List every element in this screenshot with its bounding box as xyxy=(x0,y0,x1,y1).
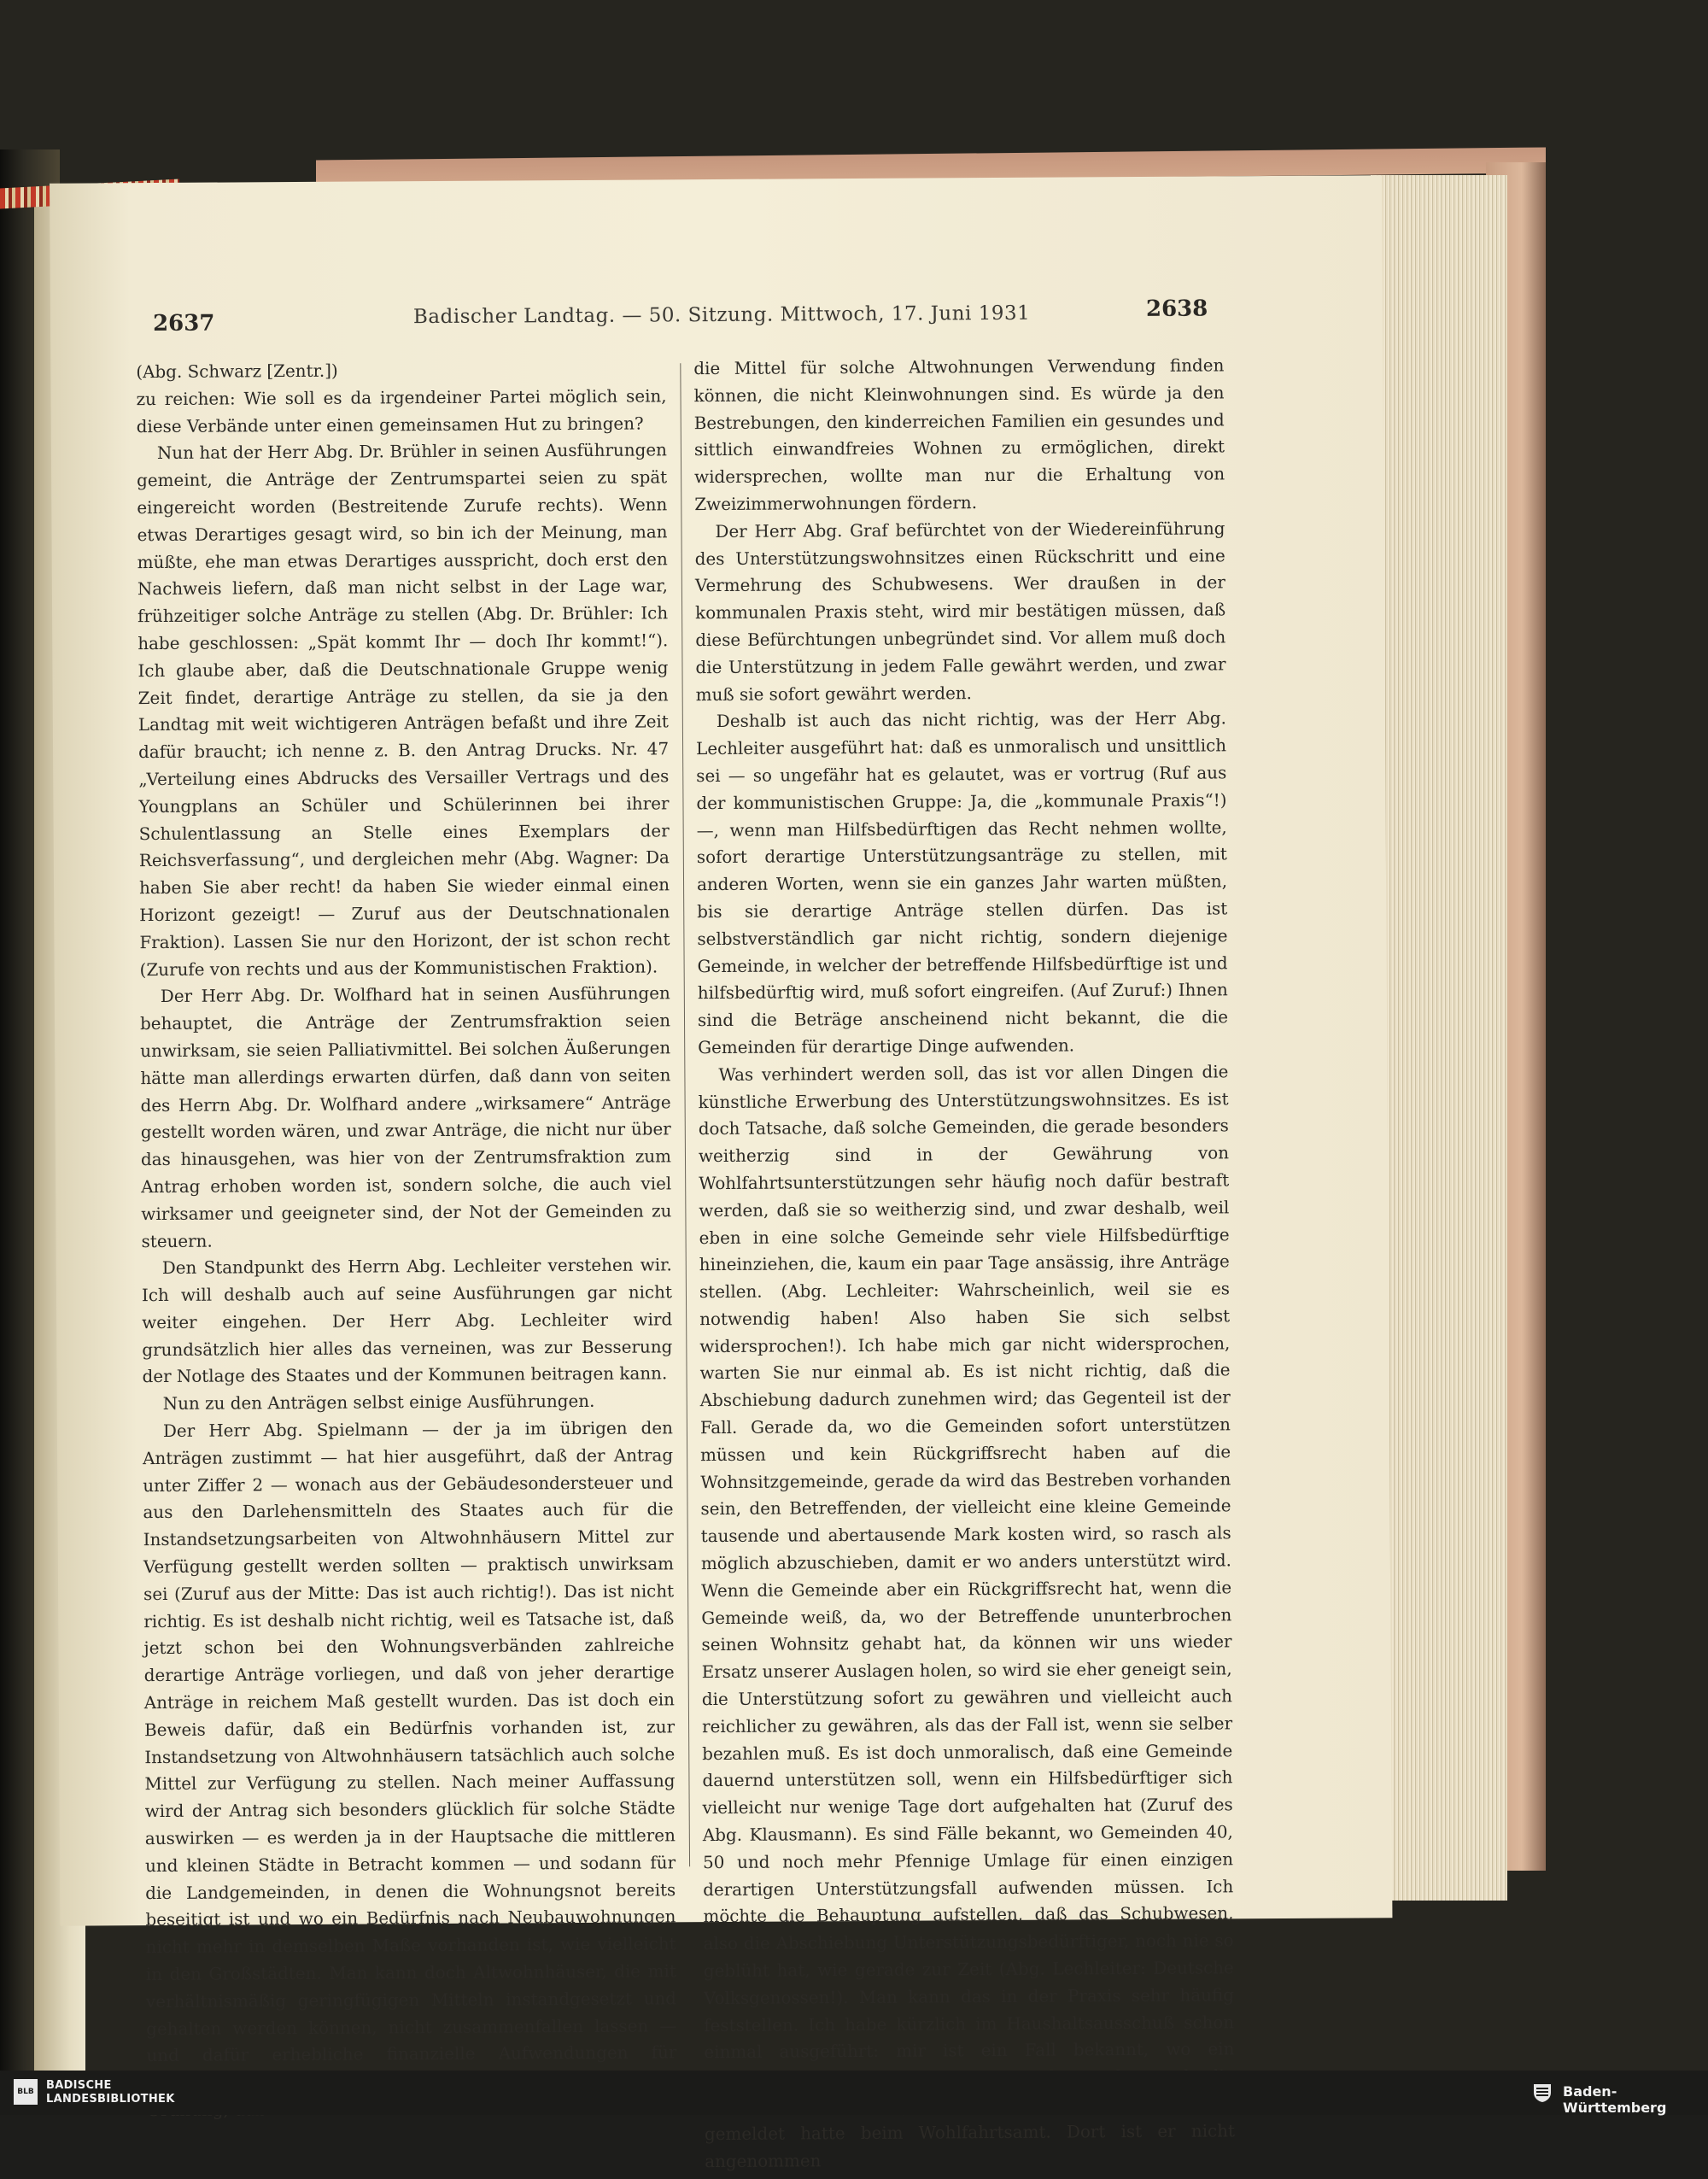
paragraph: zu reichen: Wie soll es da irgendeiner Partei möglich sein, diese Verbände unter einen gemeinsamen Hut zu bringen? xyxy=(136,386,667,436)
page-number-left: 2637 xyxy=(152,310,215,337)
running-title: Badischer Landtag. — 50. Sitzung. Mittwoch, 17. Juni 1931 xyxy=(412,302,1031,329)
text-column-left xyxy=(136,355,677,2124)
paragraph: Der Herr Abg. Spielmann — der ja im übrigen den Anträgen zustimmt — hat hier ausgeführt, daß der Antrag unter Ziffer 2 — wonach aus der Gebäudesondersteuer und aus den Darlehensmitteln des Staates auch für die Instandsetzungsarbeiten von Altwohnhäusern Mittel zur Verfügung gestellt werden sollten — praktisch unwirksam sei (Zuruf aus der Mitte: Das ist auch richtig!). Das ist nicht richtig. Es ist deshalb nicht richtig, weil es Tatsache ist, daß jetzt schon bei den Wohnungsverbänden zahlreiche derartige Anträge vorliegen, und daß von jeher derartige Anträge in reichem Maß gestellt wurden. Das ist doch ein Beweis dafür, daß ein Bedürfnis vorhanden ist, zur Instandsetzung von Altwohnhäusern tatsächlich auch solche Mittel zur Verfügung zu stellen. Nach meiner Auffassung wird der Antrag sich besonders glücklich für solche Städte auswirken — es werden ja in der Hauptsache die mittleren und kleinen Städte in Betracht kommen — und sodann für die Landgemeinden, in denen die Wohnungsnot bereits beseitigt ist und wo ein Bedürfnis nach Neubauwohnungen nicht mehr in demselben Maße vorhanden ist, wie vielleicht in den Großstädten. Man kann doch Altwohnhäuser, die mit verhältnismäßig geringfügigen Mitteln instandgesetzt und gehalten werden können, nicht zusammenfallen lassen — und dafür erhebliche finanzielle Aufwendungen für xyxy=(143,1418,677,2066)
page-stack-edge xyxy=(1371,175,1507,1901)
library-name-line1: BADISCHE xyxy=(46,2079,112,2092)
paragraph: Der Herr Abg. Dr. Wolfhard hat in seinen Ausführungen behauptet, die Anträge der Zentrumsfraktion seien unwirksam, sie seien Palliativmittel. Bei solchen Äußerungen hätte man allerdings erwarten dürfen, daß dann von seiten des Herrn Abg. Dr. Wolfhard andere „wirksamere“ Anträge gestellt worden wären, und zwar Anträge, die nicht nur über das hinausgehen, was hier von der Zentrumsfraktion zum Antrag erhoben worden ist, sondern solche, die auch viel wirksamer und geeigneter sind, der Not der Gemeinden zu steuern. xyxy=(139,983,672,1251)
library-name xyxy=(46,2079,175,2106)
footer-bar xyxy=(0,2071,1708,2115)
paragraph: Nun zu den Anträgen selbst einige Ausführungen. xyxy=(162,1391,595,1415)
library-name-line2: LANDESBIBLIOTHEK xyxy=(46,2093,175,2106)
paragraph: Der Herr Abg. Graf befürchtet von der Wiedereinführung des Unterstützungswohnsitzes einen Rückschritt und eine Vermehrung des Schubwesens. Wer draußen in der kommunalen Praxis steht, wird mir bestätigen müssen, daß diese Befürchtungen unbegründet sind. Vor allem muß doch die Unterstützung in jedem Falle gewährt werden, und zwar muß sie sofort gewährt werden. xyxy=(694,518,1226,705)
paragraph: Nun hat der Herr Abg. Dr. Brühler in seinen Ausführungen gemeint, die Anträge der Zentrumspartei seien zu spät eingereicht worden (Bestreitende Zurufe rechts). Wenn etwas Derartiges gesagt wird, so bin ich der Meinung, man müßte, ehe man etwas Derartiges ausspricht, doch erst den Nachweis liefern, daß man nicht selbst in der Lage war, frühzeitiger solche Anträge zu stellen (Abg. Dr. Brühler: Ich habe geschlossen: „Spät kommt Ihr — doch Ihr kommt!“). Ich glaube aber, daß die Deutschnationale Gruppe wenig Zeit findet, derartige Anträge zu stellen, da sie ja den Landtag mit weit wichtigeren Anträgen befaßt und ihre Zeit dafür braucht; ich nenne z. B. den Antrag Drucks. Nr. 47 „Verteilung eines Abdrucks des Versailler Vertrags und des Youngplans an Schüler und Schülerinnen bei ihrer Schulentlassung an Stelle eines Exemplars der Reichsverfassung“, und dergleichen mehr (Abg. Wagner: Da haben Sie aber recht! da haben Sie wieder einmal einen Horizont gezeigt! — Zuruf aus der Deutschnationalen Fraktion). Lassen Sie nur den Horizont, der ist schon recht (Zurufe von rechts und aus der Kommunistischen Fraktion). xyxy=(137,440,670,980)
blb-logo: BLB xyxy=(14,2079,38,2105)
column-divider xyxy=(680,363,690,1866)
text-column-right xyxy=(693,352,1235,2175)
paragraph: die Mittel für solche Altwohnungen Verwendung finden können, die nicht Kleinwohnungen sind. Es würde ja den Bestrebungen, den kinderreichen Familien ein gesundes und sittlich einwandfreies Wohnen zu ermöglichen, direkt widersprechen, wollte man nur die Erhaltung von Zweizimmerwohnungen fördern. xyxy=(693,355,1225,515)
paragraph: Deshalb ist auch das nicht richtig, was der Herr Abg. Lechleiter ausgeführt hat: daß es unmoralisch und unsittlich sei — so ungefähr hat es gelautet, was er vortrug (Ruf aus der kommunistischen Gruppe: Ja, die „kommunale Praxis“!) —, wenn man Hilfsbedürftigen das Recht nehmen wollte, sofort derartige Unterstützungsanträge zu stellen, mit anderen Worten, wenn sie ein ganzes Jahr warten müßten, bis sie derartige Anträge stellen dürfen. Das ist selbstverständlich gar nicht richtig, sondern diejenige Gemeinde, in welcher der betreffende Hilfsbedürftige ist und hilfsbedürftig wird, muß sofort eingreifen. (Auf Zuruf:) Ihnen sind die Beträge anscheinend nicht bekannt, die die Gemeinden für derartige Dinge aufwenden. xyxy=(696,708,1229,1058)
speaker-heading: (Abg. Schwarz [Zentr.]) xyxy=(136,360,338,383)
region-name: Baden-Württemberg xyxy=(1563,2083,1667,2116)
paragraph: Den Standpunkt des Herrn Abg. Lechleiter verstehen wir. Ich will deshalb auch auf seine Ausführungen gar nicht weiter eingehen. Der Herr Abg. Lechleiter wird grundsätzlich hier alles das verneinen, was zur Besserung der Notlage des Staates und der Kommunen beitragen kann. xyxy=(141,1255,673,1387)
page-number-right: 2638 xyxy=(1145,296,1208,322)
paragraph: Was verhindert werden soll, das ist vor allen Dingen die künstliche Erwerbung des Unterstützungswohnsitzes. Es ist doch Tatsache, daß solche Gemeinden, die gerade besonders weitherzig sind in der Gewährung von Wohlfahrtsunterstützungen sehr häufig noch dafür bestraft werden, daß sie so weitherzig sind, und zwar deshalb, weil eben in eine solche Gemeinde sehr viele Hilfsbedürftige hineinziehen, die, kaum ein paar Tage ansässig, ihre Anträge stellen. (Abg. Lechleiter: Wahrscheinlich, weil sie es notwendig haben! Also haben Sie sich selbst widersprochen!). Ich habe mich gar nicht widersprochen, warten Sie nur einmal ab. Es ist nicht richtig, daß die Abschiebung dadurch zunehmen wird; das Gegenteil ist der Fall. Gerade da, wo die Gemeinden sofort unterstützen müssen und kein Rückgriffsrecht haben auf die Wohnsitzgemeinde, gerade da wird das Bestreben vorhanden sein, den Betreffenden, der vielleicht eine kleine Gemeinde tausende und abertausende Mark kosten wird, so rasch als möglich abzuschieben, damit er wo anders unterstützt wird. Wenn die Gemeinde aber ein Rückgriffsrecht hat, wenn die Gemeinde weiß, da, wo der Betreffende ununterbrochen seinen Wohnsitz gehabt hat, da können wir uns wieder Ersatz unserer Auslagen holen, so wird sie eher geneigt sein, die Unterstützung sofort zu gewähren und vielleicht auch reichlicher zu gewähren, als das der Fall ist, wenn sie selber bezahlen muß. Es ist doch unmoralisch, daß eine Gemeinde dauernd unterstützen soll, wenn ein Hilfsbedürftiger sich vielleicht nur wenige Tage dort aufgehalten hat (Zuruf des Abg. Klausmann). Es sind Fälle bekannt, wo Gemeinden 40, 50 und noch mehr Pfennige Umlage für einen einzigen derartigen Unterstützungsfall aufwenden müssen. Ich möchte die Behauptung aufstellen, daß das Schubwesen, also die Abschiebung Unterstützungsbedürftiger, noch nie so geblüht hat, wie gerade zur Zeit (Abg. Lechleiter: Deutsche Volksgenossen!). Man kann das in der Praxis sehr häufig feststellen. Ich habe kürzlich im Haushaltsausschuß schon einmal ausgeführt: mir ist ein Fall bekannt, wo ein gemeldet hatte beim Wohlfahrtsamt. Dort ist er nicht angenommen xyxy=(698,1062,1236,2171)
state-coat-of-arms-icon xyxy=(1531,2082,1553,2104)
